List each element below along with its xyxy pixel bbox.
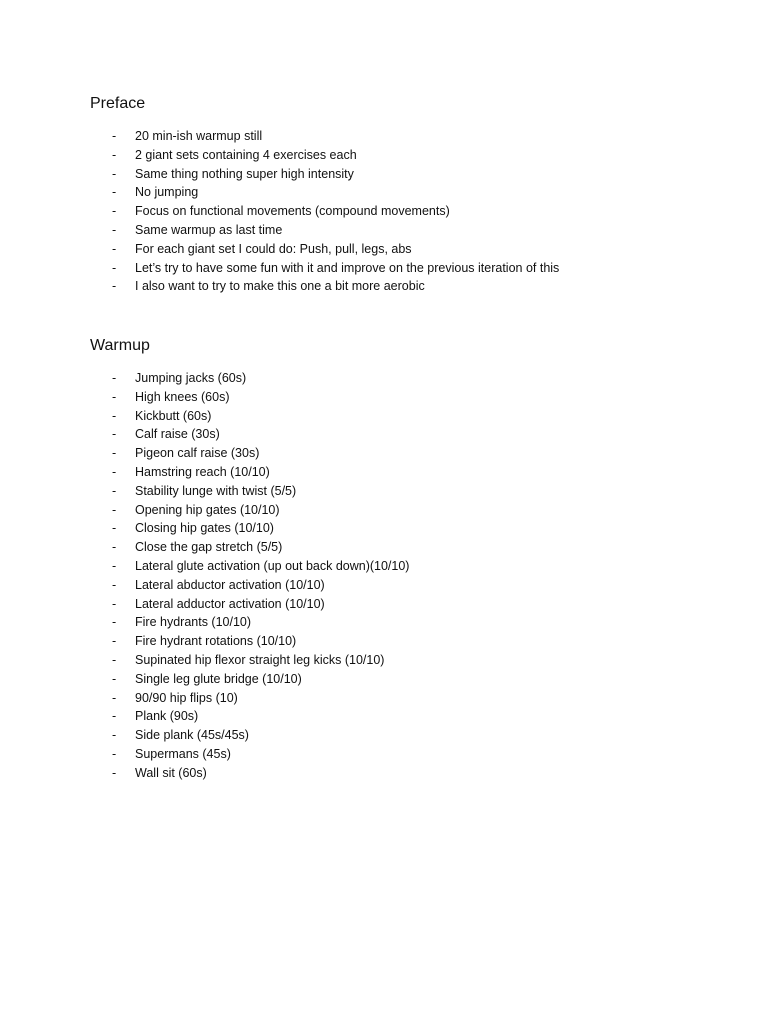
list-item-text: Wall sit (60s)	[135, 765, 207, 780]
bullet-dash: -	[112, 558, 117, 573]
list-item-text: Hamstring reach (10/10)	[135, 464, 270, 479]
bullet-dash: -	[112, 652, 117, 667]
list-item	[90, 595, 730, 614]
bullet-dash: -	[112, 389, 117, 404]
list-item	[90, 651, 730, 670]
bullet-dash: -	[112, 241, 117, 256]
list-item	[90, 202, 730, 221]
warmup-heading: Warmup	[90, 337, 150, 354]
list-item-text: Side plank (45s/45s)	[135, 728, 249, 743]
bullet-dash: -	[112, 728, 117, 743]
list-item-text: For each giant set I could do: Push, pull, legs, abs	[135, 241, 412, 256]
preface-section	[90, 94, 730, 296]
bullet-dash: -	[112, 222, 117, 237]
list-item	[90, 482, 730, 501]
list-item-text: Same thing nothing super high intensity	[135, 166, 354, 181]
bullet-dash: -	[112, 521, 117, 536]
bullet-dash: -	[112, 279, 117, 294]
preface-heading: Preface	[90, 95, 146, 112]
bullet-dash: -	[112, 540, 117, 555]
list-item	[90, 277, 730, 296]
bullet-dash: -	[112, 615, 117, 630]
list-item-text: Closing hip gates (10/10)	[135, 521, 274, 536]
list-item-text: Jumping jacks (60s)	[135, 371, 247, 385]
bullet-dash: -	[112, 371, 117, 385]
bullet-dash: -	[112, 483, 117, 498]
list-item	[90, 632, 730, 651]
list-item-text: Lateral glute activation (up out back down)(10/10)	[135, 558, 410, 573]
list-item	[90, 707, 730, 726]
warmup-list	[90, 369, 730, 783]
list-item	[90, 183, 730, 202]
list-item	[90, 425, 730, 444]
list-item-text: 20 min-ish warmup still	[135, 129, 263, 143]
list-item-text: Focus on functional movements (compound movements)	[135, 204, 450, 219]
list-item-text: Fire hydrants (10/10)	[135, 615, 252, 630]
warmup-section	[90, 336, 730, 783]
list-item	[90, 369, 730, 388]
list-item-text: Lateral abductor activation (10/10)	[135, 577, 325, 592]
bullet-dash: -	[112, 185, 117, 200]
list-item	[90, 519, 730, 538]
list-item-text: Pigeon calf raise (30s)	[135, 446, 260, 461]
list-item	[90, 745, 730, 764]
list-item-text: Stability lunge with twist (5/5)	[135, 483, 297, 498]
list-item	[90, 146, 730, 165]
bullet-dash: -	[112, 427, 117, 442]
bullet-dash: -	[112, 690, 117, 705]
list-item	[90, 407, 730, 426]
list-item	[90, 670, 730, 689]
list-item-text: Fire hydrant rotations (10/10)	[135, 634, 297, 649]
bullet-dash: -	[112, 765, 117, 780]
list-item	[90, 444, 730, 463]
bullet-dash: -	[112, 204, 117, 219]
list-item	[90, 259, 730, 278]
bullet-dash: -	[112, 709, 117, 724]
list-item-text: Same warmup as last time	[135, 222, 283, 237]
bullet-dash: -	[112, 446, 117, 461]
list-item	[90, 221, 730, 240]
list-item	[90, 557, 730, 576]
list-item-text: I also want to try to make this one a bit more aerobic	[135, 279, 425, 294]
bullet-dash: -	[112, 577, 117, 592]
list-item	[90, 576, 730, 595]
list-item-text: Kickbutt (60s)	[135, 408, 212, 423]
list-item	[90, 463, 730, 482]
bullet-dash: -	[112, 408, 117, 423]
list-item-text: Calf raise (30s)	[135, 427, 220, 442]
bullet-dash: -	[112, 260, 117, 275]
list-item-text: Opening hip gates (10/10)	[135, 502, 280, 517]
list-item-text: Close the gap stretch (5/5)	[135, 540, 283, 555]
list-item	[90, 764, 730, 783]
list-item-text: Supinated hip flexor straight leg kicks (10/10)	[135, 652, 385, 667]
bullet-dash: -	[112, 596, 117, 611]
list-item	[90, 613, 730, 632]
list-item	[90, 165, 730, 184]
bullet-dash: -	[112, 671, 117, 686]
bullet-dash: -	[112, 129, 117, 143]
list-item	[90, 501, 730, 520]
list-item-text: Supermans (45s)	[135, 746, 231, 761]
list-item-text: Single leg glute bridge (10/10)	[135, 671, 302, 686]
list-item-text: Plank (90s)	[135, 709, 199, 724]
list-item-text: Lateral adductor activation (10/10)	[135, 596, 325, 611]
list-item-text: Let’s try to have some fun with it and improve on the previous iteration of this	[135, 260, 560, 275]
preface-list	[90, 127, 730, 296]
list-item-text: No jumping	[135, 185, 199, 200]
list-item	[90, 689, 730, 708]
bullet-dash: -	[112, 166, 117, 181]
bullet-dash: -	[112, 464, 117, 479]
list-item-text: High knees (60s)	[135, 389, 230, 404]
bullet-dash: -	[112, 746, 117, 761]
bullet-dash: -	[112, 634, 117, 649]
list-item	[90, 538, 730, 557]
list-item	[90, 388, 730, 407]
bullet-dash: -	[112, 147, 117, 162]
list-item-text: 2 giant sets containing 4 exercises each	[135, 147, 357, 162]
list-item	[90, 726, 730, 745]
bullet-dash: -	[112, 502, 117, 517]
list-item-text: 90/90 hip flips (10)	[135, 690, 238, 705]
list-item	[90, 240, 730, 259]
list-item	[90, 127, 730, 146]
